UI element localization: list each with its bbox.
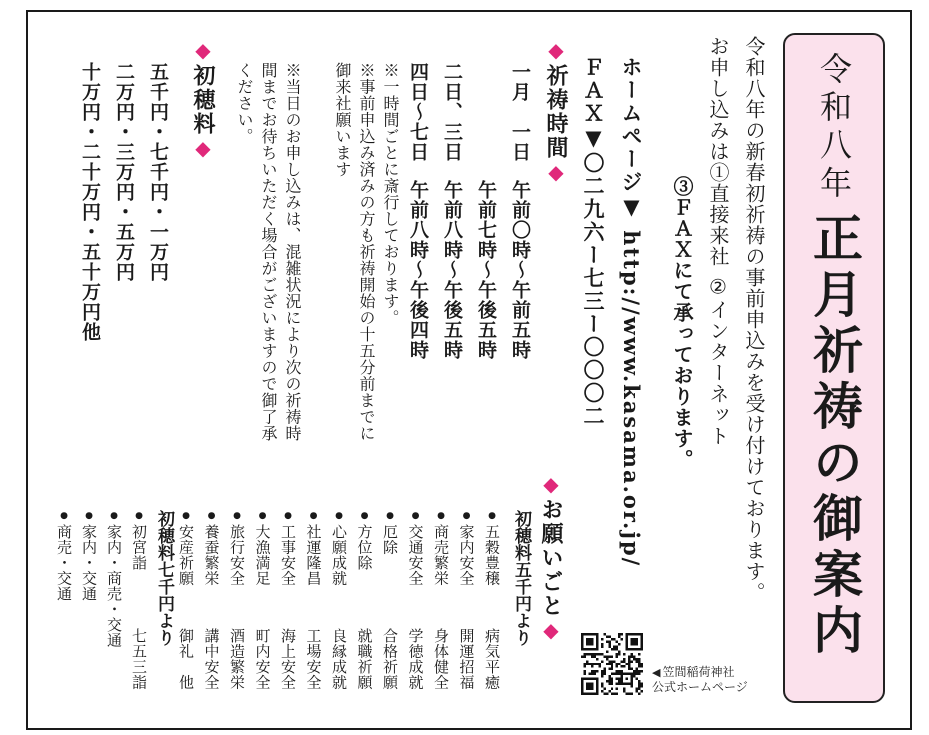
wish-item: 方位除 (355, 524, 374, 571)
homepage-link[interactable]: ホームページ▼ http://www.kasama.or.jp/ (619, 56, 644, 568)
bullet-icon: ● (308, 511, 319, 522)
wish-item: 合格祈願 (381, 628, 399, 690)
wish-item: 身体健全 (432, 628, 450, 690)
wish-item: 就職祈願 (355, 628, 374, 690)
wish-item: 初宮詣 (130, 524, 148, 571)
diamond-icon: ◆ (544, 160, 568, 186)
wish-item: 交通安全 (406, 524, 425, 586)
note-line: ※一時間ごとに斎行しております。 (381, 62, 400, 326)
wish-item: 工場安全 (304, 628, 323, 690)
note-line: ※当日のお申し込みは、混雑状況により次の祈祷時 (283, 62, 302, 442)
wish-item: 海上安全 (279, 628, 297, 690)
bullet-icon: ● (283, 511, 293, 522)
kito-time-1b: 午前七時～午後五時 (475, 180, 497, 360)
bullet-icon: ● (487, 511, 497, 522)
qr-caption-line-2: 公式ホームページ (652, 680, 748, 694)
diamond-icon: ◆ (191, 136, 215, 162)
kito-days-2: 二日、三日 (441, 62, 463, 162)
wish-group-title: 初穂料五千円より (511, 510, 531, 646)
bullet-icon: ● (232, 511, 242, 522)
wish-item: 工事安全 (279, 524, 297, 586)
wish-item: 社運隆昌 (304, 524, 323, 586)
wish-item: 商売繁栄 (432, 524, 450, 586)
wish-item: 厄除 (381, 524, 399, 555)
wish-item: 御礼 他 (177, 628, 195, 690)
wish-item: 五穀豊穣 (483, 524, 501, 586)
bullet-icon: ● (334, 511, 344, 522)
onegai-heading (540, 472, 562, 644)
kito-days-3: 四日～七日 (407, 62, 429, 162)
wish-item: 大漁満足 (253, 524, 272, 586)
wish-item: 病気平癒 (483, 628, 501, 690)
intro-line-2: お申し込みは①直接来社 ②インターネット (706, 36, 730, 447)
title-subtitle: 令和八年 (815, 52, 853, 204)
wish-item: 家内安全 (457, 524, 476, 586)
fee-line: 二万円・三万円・五万円 (113, 62, 135, 282)
wish-item: 商売・交通 (55, 524, 73, 602)
wish-item: 開運招福 (457, 628, 476, 690)
page-title: 正月祈祷の御案内 (805, 212, 864, 660)
wish-item: 町内安全 (253, 628, 272, 690)
bullet-icon: ● (206, 511, 217, 522)
bullet-icon: ● (257, 511, 268, 522)
intro-line-1: 令和八年の新春初祈祷の事前申込みを受け付けております。 (742, 36, 766, 603)
wish-group-title: 初穂料七千円より (154, 510, 174, 646)
wish-item: 学徳成就 (406, 628, 425, 690)
wish-item: 七五三詣 (130, 628, 148, 690)
bullet-icon: ● (109, 511, 119, 522)
kito-time-2: 午前八時～午後五時 (441, 180, 463, 360)
bullet-icon: ● (84, 511, 94, 522)
wish-item: 心願成就 (330, 524, 348, 586)
qr-code[interactable] (581, 633, 643, 695)
bullet-icon: ● (461, 511, 472, 522)
fax-number: ＦＡＸ▼〇二九六ー七三ー〇〇〇二 (581, 56, 606, 428)
wish-item: 講中安全 (202, 628, 221, 690)
wish-item: 旅行安全 (228, 524, 246, 586)
wish-item: 良縁成就 (330, 628, 348, 690)
diamond-icon: ◆ (539, 472, 563, 498)
diamond-icon: ◆ (539, 618, 563, 644)
bullet-icon: ● (181, 511, 191, 522)
kito-days-1: 一月 一日 (509, 62, 531, 162)
intro-line-3: ③ＦＡＸにて承っております。 (670, 176, 694, 470)
bullet-icon: ● (134, 511, 144, 522)
note-line: ※事前申込み済みの方も祈祷開始の十五分前までに (357, 62, 376, 442)
wish-item: 家内・交通 (80, 524, 98, 602)
bullet-icon: ● (59, 511, 69, 522)
arrow-left-icon: ◀ (652, 666, 661, 679)
diamond-icon: ◆ (191, 38, 215, 64)
diamond-icon: ◆ (544, 38, 568, 64)
fee-line: 十万円・二十万円・五十万円他 (79, 62, 101, 342)
bullet-icon: ● (436, 511, 446, 522)
note-line: 間までお待ちいただく場合がございますので御了承 (259, 62, 278, 442)
bullet-icon: ● (385, 511, 395, 522)
bullet-icon: ● (410, 511, 421, 522)
wish-item: 家内・商売・交通 (105, 524, 123, 648)
wish-item: 養蚕繁栄 (202, 524, 221, 586)
qr-caption (652, 665, 748, 695)
hatsuho-heading-label: 初穂料 (190, 64, 216, 136)
kito-heading-label: 祈祷時間 (543, 64, 569, 160)
wish-item: 安産祈願 (177, 524, 195, 586)
fee-line: 五千円・七千円・一万円 (147, 62, 169, 282)
bullet-icon: ● (359, 511, 370, 522)
note-line: ください。 (235, 62, 254, 145)
onegai-heading-label: お願いごと (538, 498, 564, 618)
kito-time-1a: 午前〇時～午前五時 (509, 180, 531, 360)
note-line: 御来社願います (333, 62, 352, 178)
hatsuho-heading (192, 38, 214, 162)
wish-item: 酒造繁栄 (228, 628, 246, 690)
kito-time-3: 午前八時～午後四時 (407, 180, 429, 360)
qr-caption-line-1: 笠間稲荷神社 (662, 665, 735, 679)
kito-heading (545, 38, 567, 186)
